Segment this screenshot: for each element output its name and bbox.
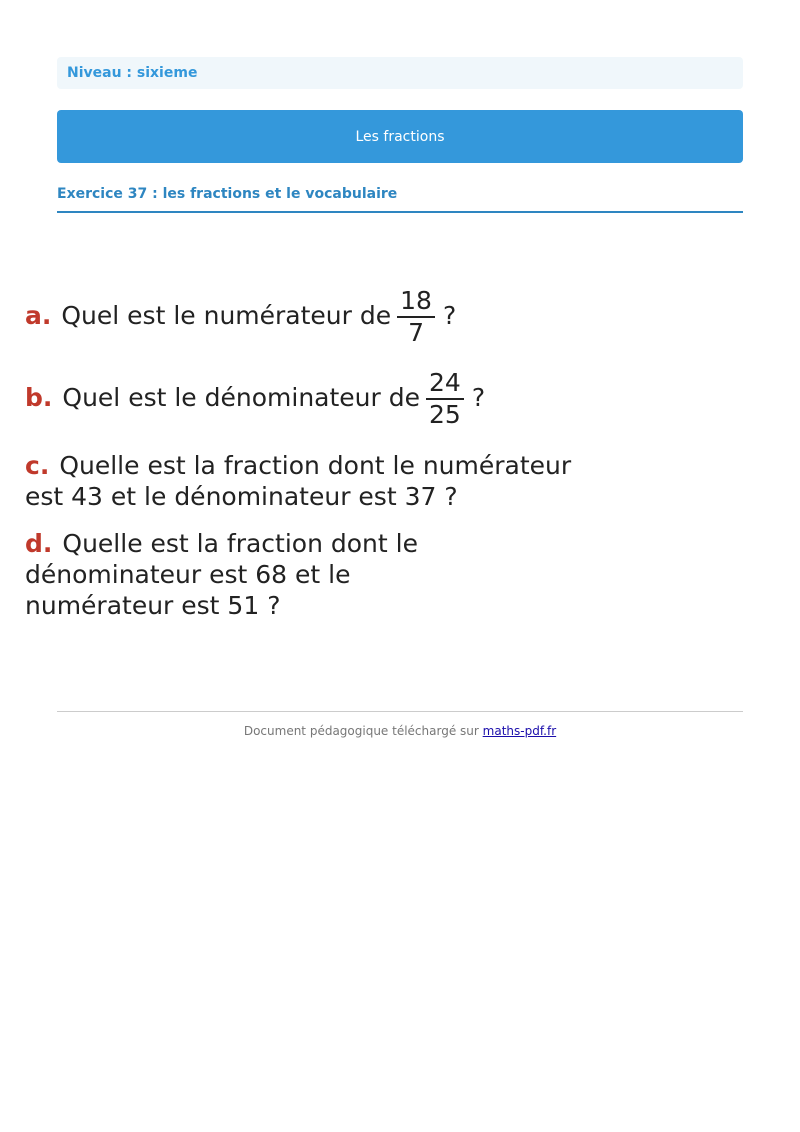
fraction-numerator: 24: [426, 368, 464, 400]
exercise-title: Exercice 37 : les fractions et le vocabulaire: [57, 186, 743, 213]
question-line: Quelle est la fraction dont le numérateur: [59, 451, 572, 480]
question-c: [25, 450, 571, 512]
question-suffix: ?: [471, 383, 486, 412]
question-suffix: ?: [442, 301, 457, 330]
question-text: Quel est le dénominateur de: [62, 383, 420, 412]
question-a: [25, 286, 456, 348]
level-label: Niveau : sixieme: [67, 65, 198, 81]
fraction-denominator: 7: [408, 318, 424, 347]
question-text: Quel est le numérateur de: [61, 301, 392, 330]
document-page: [57, 57, 743, 213]
banner-title: Les fractions: [355, 128, 445, 145]
fraction-numerator: 18: [397, 286, 435, 318]
fraction: [397, 286, 435, 348]
footer-text: Document pédagogique téléchargé sur: [243, 724, 479, 738]
question-d: [25, 528, 418, 621]
question-line: numérateur est 51 ?: [25, 591, 281, 620]
question-line: dénominateur est 68 et le: [25, 560, 351, 589]
fraction-denominator: 25: [429, 400, 461, 429]
question-b: [25, 368, 485, 430]
question-letter: a.: [25, 301, 52, 330]
level-box: [57, 57, 743, 89]
title-banner: [57, 110, 743, 163]
footer-divider: [57, 711, 743, 712]
footer: [57, 724, 743, 738]
question-letter: b.: [25, 383, 53, 412]
fraction: [426, 368, 464, 430]
question-letter: d.: [25, 529, 53, 558]
question-letter: c.: [25, 451, 50, 480]
question-line: est 43 et le dénominateur est 37 ?: [25, 482, 458, 511]
footer-link[interactable]: maths-pdf.fr: [482, 724, 557, 738]
question-line: Quelle est la fraction dont le: [62, 529, 418, 558]
